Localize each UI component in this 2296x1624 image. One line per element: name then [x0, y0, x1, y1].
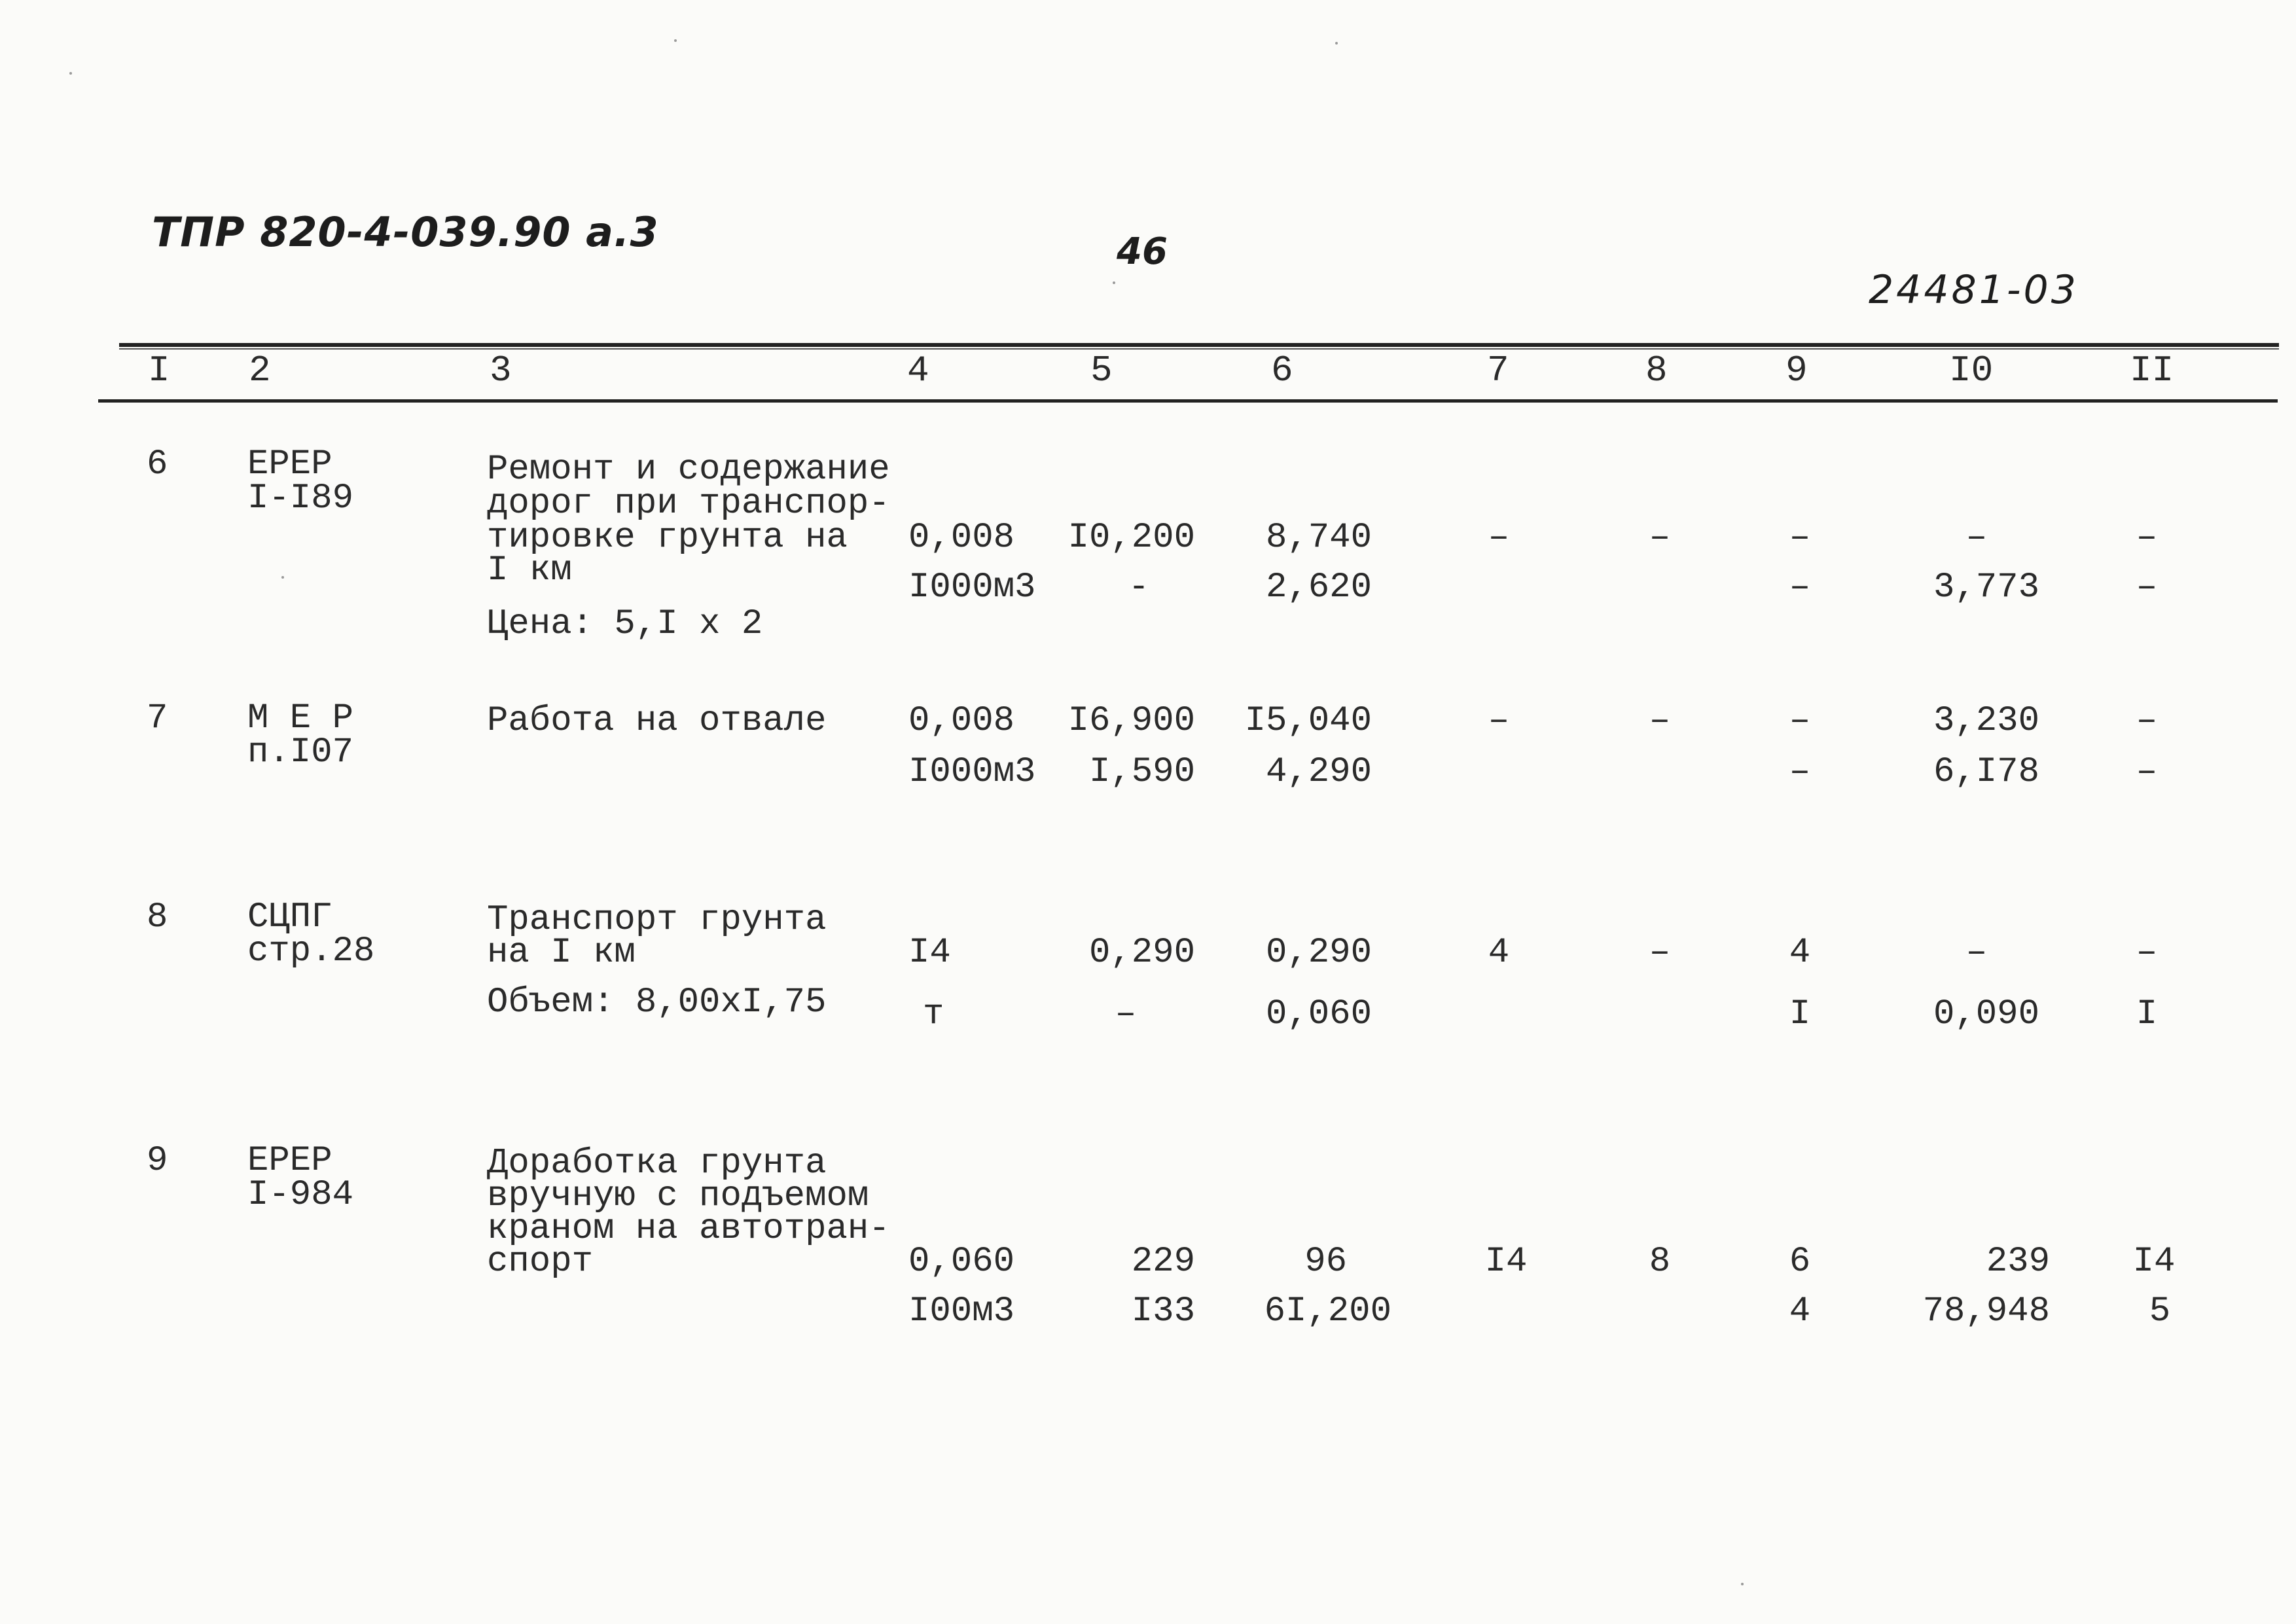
row-note: Объем: 8,00xI,75: [487, 983, 827, 1022]
scan-speck: [1741, 1583, 1744, 1585]
col5-value: 0,290: [1088, 933, 1195, 973]
col5-value: -: [1128, 568, 1150, 607]
col10-value: –: [1965, 518, 1988, 558]
col5-value: 229: [1131, 1242, 1195, 1282]
col11-value: I: [2136, 994, 2158, 1034]
col9-value: –: [1789, 568, 1811, 607]
col4-value: I4: [908, 933, 951, 973]
row-code-line1: ЕРЕР: [247, 444, 332, 484]
scan-speck: [674, 39, 677, 42]
column-header-8: 8: [1645, 350, 1668, 391]
col6-value: 0,290: [1265, 933, 1372, 973]
row-note: Цена: 5,I x 2: [487, 604, 763, 644]
column-header-1: I: [148, 350, 170, 391]
col9-value: I: [1789, 994, 1811, 1034]
column-header-9: 9: [1785, 350, 1808, 391]
col10-value: 78,948: [1922, 1291, 2050, 1331]
scan-speck: [281, 576, 284, 579]
col10-value: –: [1965, 933, 1988, 973]
col8-value: –: [1649, 518, 1671, 558]
column-header-2: 2: [249, 350, 271, 391]
col9-value: –: [1789, 518, 1811, 558]
col7-value: –: [1488, 701, 1510, 741]
row-description-line: тировке грунта на: [487, 518, 848, 558]
row-code-line2: п.I07: [247, 732, 354, 772]
row-description-line: дорог при транспор-: [487, 484, 890, 524]
col8-value: –: [1649, 933, 1671, 973]
row-number: 6: [147, 444, 168, 484]
row-number: 9: [147, 1141, 168, 1181]
row-code-line2: стр.28: [247, 931, 375, 971]
col9-value: –: [1789, 701, 1811, 741]
col11-value: –: [2136, 752, 2158, 792]
col10-value: 6,I78: [1933, 752, 2039, 792]
archive-number: 24481-03: [1869, 267, 2079, 313]
col5-value: I0,200: [1067, 518, 1195, 558]
col7-value: –: [1488, 518, 1510, 558]
column-header-11: II: [2130, 350, 2174, 391]
col5-value: I,590: [1088, 752, 1195, 792]
column-header-4: 4: [907, 350, 929, 391]
col6-value: I5,040: [1244, 701, 1372, 741]
column-header-5: 5: [1090, 350, 1113, 391]
col10-value: 239: [1986, 1242, 2050, 1282]
col10-value: 3,230: [1933, 701, 2039, 741]
row-code-line1: СЦПГ: [247, 897, 332, 937]
row-code-line1: ЕРЕР: [247, 1141, 332, 1181]
document-code: ТПР 820-4-039.90 а.3: [152, 208, 659, 256]
row-description-line: Ремонт и содержание: [487, 450, 890, 490]
row-description-line: краном на автотран-: [487, 1209, 890, 1249]
col11-value: 5: [2149, 1291, 2171, 1331]
row-code-line2: I-984: [247, 1175, 354, 1215]
row-description-line: Транспорт грунта: [487, 900, 827, 940]
col6-value: 0,060: [1265, 994, 1372, 1034]
col11-value: –: [2136, 568, 2158, 607]
col6-value: 4,290: [1265, 752, 1372, 792]
col8-value: –: [1649, 701, 1671, 741]
column-header-7: 7: [1487, 350, 1509, 391]
table-header-rule: [98, 399, 2278, 403]
row-number: 7: [147, 698, 168, 738]
scan-speck: [1335, 42, 1338, 45]
scan-speck: [69, 72, 72, 75]
col4-unit: т: [923, 994, 944, 1034]
col11-value: –: [2136, 518, 2158, 558]
scan-speck: [1113, 281, 1115, 284]
col8-value: 8: [1649, 1242, 1671, 1282]
col7-value: 4: [1488, 933, 1510, 973]
row-description-line: спорт: [487, 1242, 594, 1282]
col4-value: 0,008: [908, 701, 1015, 741]
col5-value: I33: [1131, 1291, 1195, 1331]
col9-value: –: [1789, 752, 1811, 792]
col9-value: 6: [1789, 1242, 1811, 1282]
col4-unit: I000м3: [908, 568, 1036, 607]
col11-value: I4: [2132, 1242, 2176, 1282]
column-header-3: 3: [490, 350, 512, 391]
row-description-line: вручную с подъемом: [487, 1176, 869, 1216]
row-description-line: I км: [487, 550, 572, 590]
column-header-10: I0: [1949, 350, 1994, 391]
col4-unit: I000м3: [908, 752, 1036, 792]
col6-value: 96: [1304, 1242, 1347, 1282]
col6-value: 6I,200: [1264, 1291, 1391, 1331]
row-code-line2: I-I89: [247, 478, 354, 518]
col4-value: 0,008: [908, 518, 1015, 558]
row-description-line: Работа на отвале: [487, 701, 827, 741]
col6-value: 8,740: [1265, 518, 1372, 558]
table-top-rule: [119, 343, 2279, 347]
col11-value: –: [2136, 933, 2158, 973]
row-number: 8: [147, 897, 168, 937]
col4-unit: I00м3: [908, 1291, 1015, 1331]
col9-value: 4: [1789, 933, 1811, 973]
col11-value: –: [2136, 701, 2158, 741]
col9-value: 4: [1789, 1291, 1811, 1331]
col10-value: 3,773: [1933, 568, 2039, 607]
col10-value: 0,090: [1933, 994, 2039, 1034]
page-number: 46: [1117, 230, 1168, 273]
column-header-6: 6: [1271, 350, 1293, 391]
col4-value: 0,060: [908, 1242, 1015, 1282]
row-code-line1: М Е Р: [247, 698, 354, 738]
row-description-line: Доработка грунта: [487, 1144, 827, 1183]
col6-value: 2,620: [1265, 568, 1372, 607]
row-description-line: на I км: [487, 933, 636, 973]
col7-value: I4: [1484, 1242, 1528, 1282]
col5-value: –: [1115, 994, 1137, 1034]
col5-value: I6,900: [1067, 701, 1195, 741]
